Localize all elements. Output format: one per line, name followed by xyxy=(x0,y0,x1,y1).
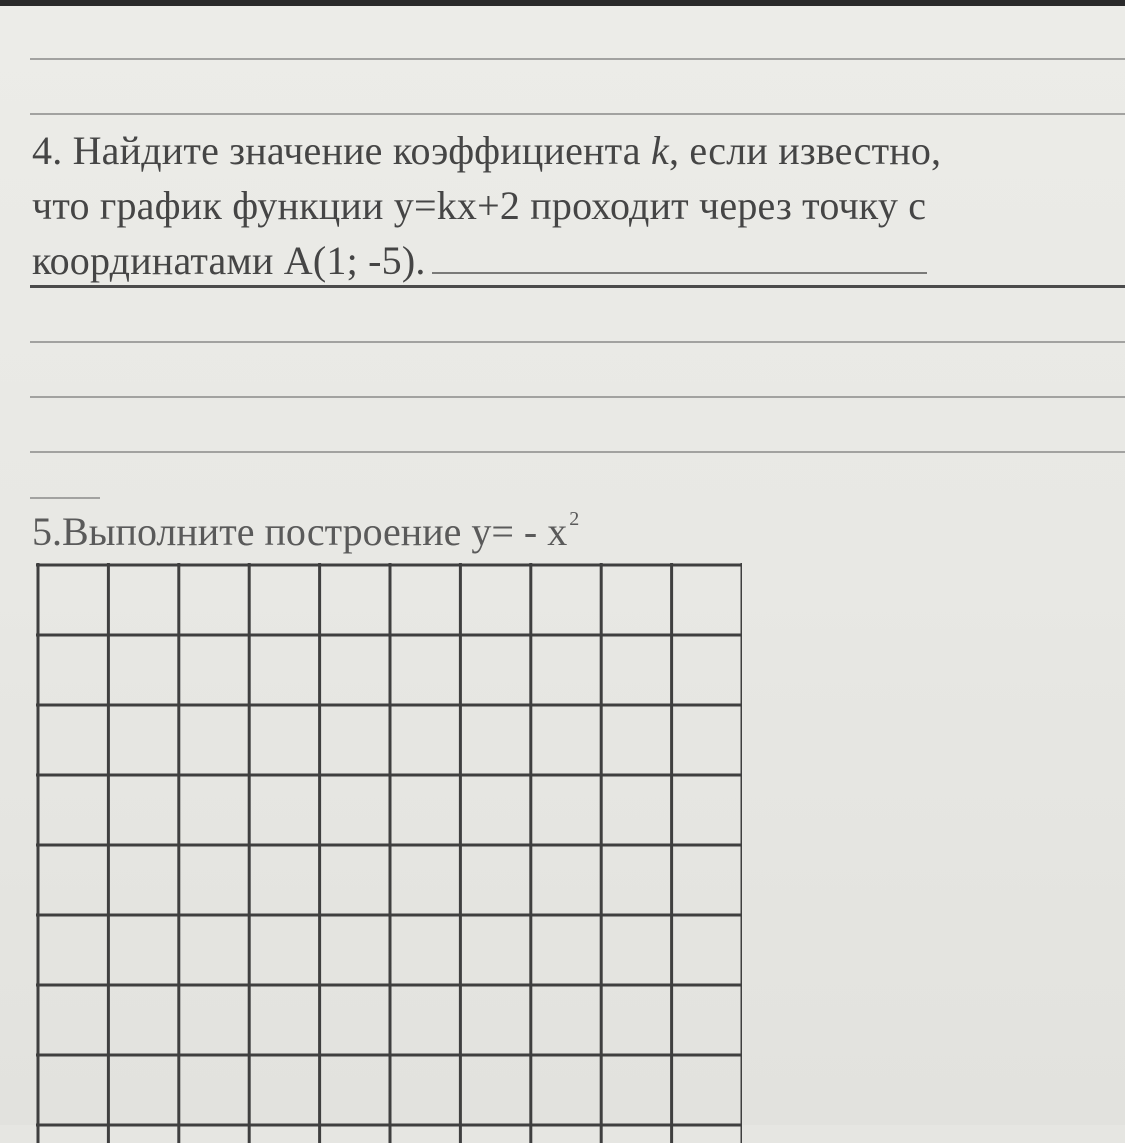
short-line xyxy=(30,497,100,499)
top-border-rule xyxy=(0,0,1125,6)
exponent: 2 xyxy=(569,508,580,530)
answer-line[interactable] xyxy=(30,451,1125,453)
task-4-question xyxy=(32,123,1112,288)
task-4-line-3-text: координатами A(1; -5). xyxy=(32,238,426,283)
writing-line xyxy=(30,58,1125,60)
answer-blank[interactable] xyxy=(432,242,927,274)
coefficient-k: k xyxy=(650,128,669,173)
section-separator xyxy=(30,285,1125,288)
task-5-title-text: 5.Выполните построение y= - x xyxy=(32,509,568,554)
task-4-line-3 xyxy=(32,233,1112,288)
task-4-line-1-start: 4. Найдите значение коэффициента xyxy=(32,128,651,173)
writing-line xyxy=(30,113,1125,115)
graph-grid[interactable] xyxy=(36,563,742,1143)
answer-line[interactable] xyxy=(30,341,1125,343)
task-4-line-1 xyxy=(32,123,1112,178)
task-4-line-1-end: , если известно, xyxy=(668,128,942,173)
grid-svg[interactable] xyxy=(36,563,742,1143)
task-4-line-2: что график функции y=kx+2 проходит через точку с xyxy=(32,183,927,228)
task-5-title xyxy=(32,508,579,563)
answer-line[interactable] xyxy=(30,396,1125,398)
